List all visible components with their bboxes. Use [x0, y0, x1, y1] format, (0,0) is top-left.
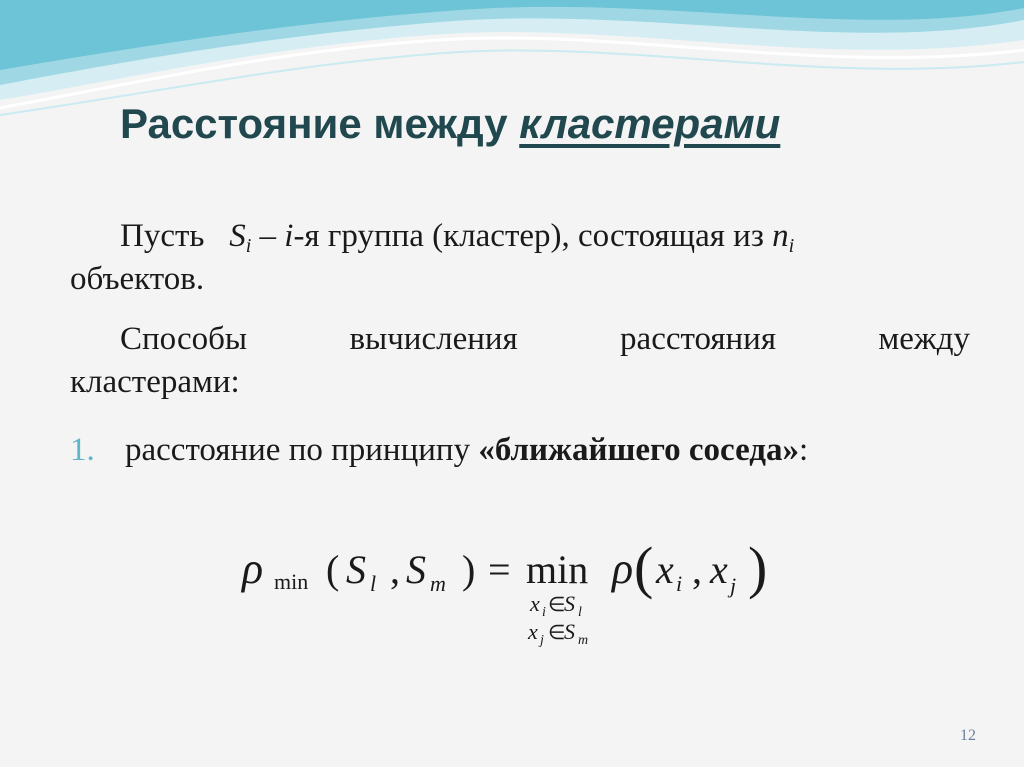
formula-S-l: S — [346, 547, 366, 592]
formula-x-j: x — [710, 547, 728, 592]
slide-title — [120, 100, 780, 148]
subscript-n: i — [788, 235, 795, 257]
formula-open-paren: ( — [326, 547, 340, 592]
list-item — [70, 432, 808, 469]
title-emphasis: кластерами — [519, 100, 781, 147]
list-text-plain: расстояние по принципу — [125, 432, 479, 468]
text-objects: объектов. — [70, 261, 205, 297]
formula-sub-m: m — [430, 571, 446, 596]
subscript-i: i — [245, 235, 252, 257]
formula-cond2-Ssub: m — [578, 633, 589, 648]
formula-big-close: ) — [748, 535, 768, 600]
formula-cond2-sub: j — [540, 633, 544, 648]
formula-cond2-in: ∈ — [548, 622, 566, 644]
word-between: между — [878, 321, 970, 357]
formula-rho: ρ — [242, 544, 264, 593]
formula-min: min — [526, 547, 589, 592]
symbol-i: i — [284, 218, 294, 254]
formula-comma-1: , — [390, 547, 400, 592]
methods-line-1 — [70, 318, 970, 361]
page-number: 12 — [960, 727, 976, 744]
formula-cond1-Ssub: l — [578, 605, 582, 620]
formula-rho-sub: min — [274, 569, 309, 594]
formula-cond1-S: S — [564, 591, 575, 616]
formula-cond1-in: ∈ — [548, 594, 566, 616]
word-ways: Способы — [120, 321, 248, 357]
formula-equals: = — [488, 547, 511, 592]
formula-close-paren: ) — [462, 547, 476, 592]
list-text-bold: «ближайшего соседа» — [478, 432, 799, 468]
formula-sub-xi: i — [676, 571, 683, 596]
paragraph-definition — [70, 215, 970, 301]
word-calc: вычисления — [349, 321, 518, 357]
formula-big-open: ( — [634, 535, 654, 600]
formula-cond2-x: x — [528, 619, 538, 644]
symbol-S: S — [229, 218, 246, 254]
dash: – — [251, 218, 285, 254]
formula-sub-xj: j — [730, 573, 737, 598]
paragraph-methods — [70, 318, 970, 404]
word-distance: расстояния — [620, 321, 777, 357]
list-number: 1. — [70, 432, 95, 468]
formula-cond2-S: S — [564, 619, 575, 644]
methods-line-2: кластерами: — [70, 364, 240, 400]
list-text-end: : — [799, 432, 809, 468]
formula-S-m: S — [406, 547, 426, 592]
formula-x-i: x — [656, 547, 674, 592]
formula-sub-l: l — [370, 571, 377, 596]
formula-comma-2: , — [692, 547, 702, 592]
symbol-n: n — [772, 218, 789, 254]
formula-cond1-sub: i — [542, 605, 546, 620]
title-plain: Расстояние между — [120, 100, 520, 147]
formula-nearest-neighbor — [230, 525, 790, 655]
formula-cond1-x: x — [530, 591, 540, 616]
formula-rho-2: ρ — [612, 544, 634, 593]
word-let: Пусть — [120, 218, 205, 254]
text-group: -я группа (кластер), состоящая из — [293, 218, 773, 254]
